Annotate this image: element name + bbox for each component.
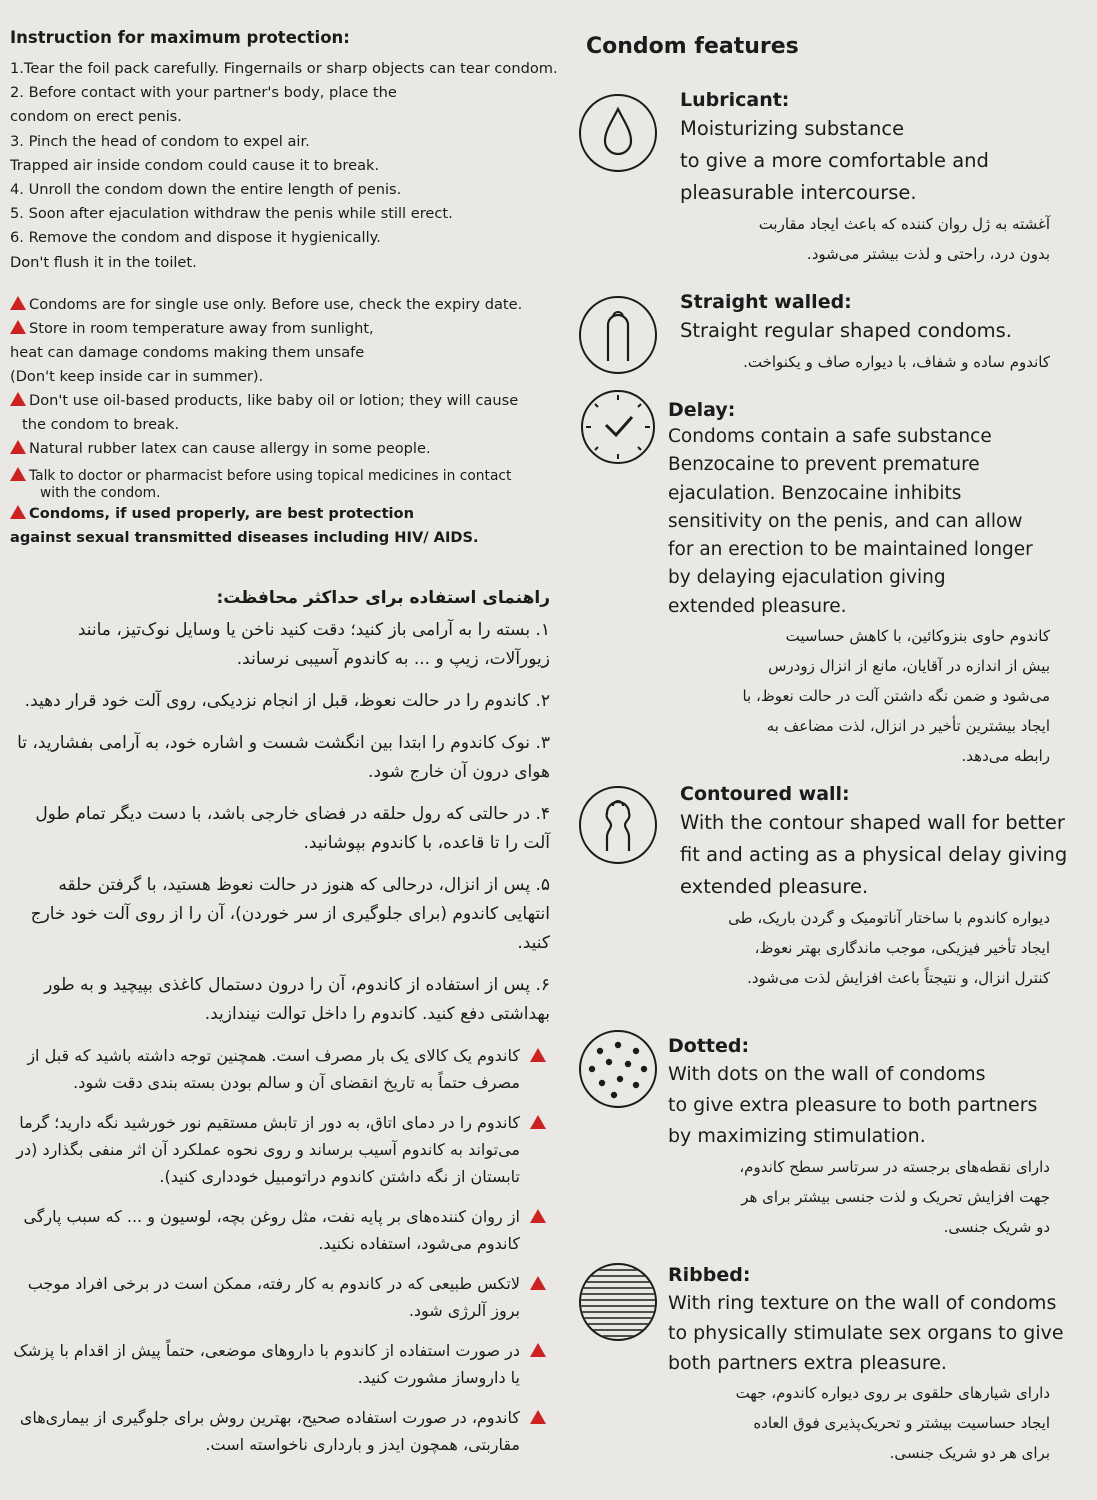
fa-warning-text: کاندوم یک کالای یک بار مصرف است. همچنین توجه داشته باشید که قبل از مصرف حتماً به تاریخ انقضای آن و سالم بودن بسته بندی دقت شود. bbox=[27, 1045, 520, 1092]
warning-text: Don't use oil-based products, like baby oil or lotion; they will cause bbox=[29, 391, 519, 409]
warning-text: Condoms, if used properly, are best protection bbox=[29, 504, 414, 522]
warning-line bbox=[10, 502, 550, 526]
feature-lubricant bbox=[570, 87, 1090, 269]
feature-fa: جهت افزایش تحریک و لذت جنسی بیشتر برای هر bbox=[741, 1188, 1050, 1207]
instruction-line: 6. Remove the condom and dispose it hygienically. bbox=[10, 229, 381, 247]
warning-text: Store in room temperature away from sunlight, bbox=[29, 319, 374, 337]
fa-step: ۶. پس از استفاده از کاندوم، آن را درون دستمال کاغذی بپیچید و به طور بهداشتی دفع کنید. کاندوم را داخل توالت نیندازید. bbox=[44, 974, 550, 1024]
fa-warning-text: کاندوم، در صورت استفاده صحیح، بهترین روش برای جلوگیری از بیماری‌های مقاربتی، همچون ایدز و بارداری ناخواسته است. bbox=[19, 1407, 520, 1454]
warning-text: the condom to break. bbox=[22, 415, 180, 433]
warnings-en bbox=[10, 293, 550, 550]
dots-icon bbox=[578, 1029, 658, 1109]
feature-delay bbox=[570, 397, 1090, 771]
instruction-line: 3. Pinch the head of condom to expel air. bbox=[10, 132, 310, 150]
feature-desc: Condoms contain a safe substance bbox=[668, 426, 992, 447]
warning-icon bbox=[530, 1115, 546, 1129]
feature-ribbed bbox=[570, 1262, 1090, 1468]
clock-icon bbox=[578, 387, 658, 467]
feature-desc: ejaculation. Benzocaine inhibits bbox=[668, 482, 962, 504]
feature-name: Ribbed: bbox=[668, 1264, 751, 1287]
warning-icon bbox=[10, 505, 26, 519]
feature-straight bbox=[570, 289, 1090, 377]
feature-fa: ایجاد حساسیت بیشتر و تحریک‌پذیری فوق العاده bbox=[753, 1414, 1050, 1433]
warning-text: (Don't keep inside car in summer). bbox=[10, 367, 264, 385]
feature-desc: to physically stimulate sex organs to give bbox=[668, 1322, 1064, 1345]
feature-fa: رابطه می‌دهد. bbox=[961, 747, 1050, 766]
warning-line bbox=[10, 317, 550, 341]
fa-warning bbox=[10, 1270, 550, 1324]
feature-desc: extended pleasure. bbox=[668, 595, 847, 617]
warning-icon bbox=[530, 1410, 546, 1424]
feature-desc: Moisturizing substance bbox=[680, 117, 905, 140]
feature-desc: With ring texture on the wall of condoms bbox=[668, 1292, 1057, 1315]
feature-name: Dotted: bbox=[668, 1035, 750, 1058]
feature-desc: With dots on the wall of condoms bbox=[668, 1063, 986, 1086]
instructions-title: Instruction for maximum protection: bbox=[10, 28, 350, 47]
fa-step: ۵. پس از انزال، درحالی که هنوز در حالت نعوظ هستید، با گرفتن حلقه انتهایی کاندوم (برای جلوگیری از سر خوردن)، آن را از روی آلت خود خارج کنید. bbox=[30, 874, 550, 953]
feature-fa: برای هر دو شریک جنسی. bbox=[889, 1444, 1050, 1463]
straight-condom-icon bbox=[578, 295, 658, 375]
feature-contoured bbox=[570, 781, 1090, 993]
feature-name: Lubricant: bbox=[680, 89, 790, 111]
warning-text: heat can damage condoms making them unsafe bbox=[10, 343, 365, 361]
feature-name: Contoured wall: bbox=[680, 783, 850, 806]
fa-warning-text: در صورت استفاده از کاندوم با داروهای موضعی، حتماً پیش از اقدام با پزشک یا داروساز مشورت کنید. bbox=[13, 1340, 520, 1387]
fa-warning-text: کاندوم را در دمای اتاق، به دور از تابش مستقیم نور خورشید نگه دارید؛ گرما می‌تواند به کاندوم آسیب برساند و روی نحوه عملکرد آن اثر منفی بگذارد (در تابستان از نگه داشتن کاندوم دراتومبیل خودداری کنید). bbox=[16, 1112, 520, 1186]
warning-line bbox=[10, 365, 550, 389]
warning-icon bbox=[10, 440, 26, 454]
warning-line bbox=[10, 467, 550, 485]
feature-fa: آغشته به ژل روان کننده که باعث ایجاد مقاربت bbox=[758, 215, 1050, 233]
feature-fa: دارای شیارهای حلقوی بر روی دیواره کاندوم، جهت bbox=[735, 1384, 1050, 1403]
feature-fa: بدون درد، راحتی و لذت بیشتر می‌شود. bbox=[806, 245, 1050, 263]
feature-desc: for an erection to be maintained longer bbox=[668, 539, 1033, 561]
feature-dotted bbox=[570, 1033, 1090, 1242]
instruction-line: 4. Unroll the condom down the entire length of penis. bbox=[10, 181, 402, 199]
warning-line bbox=[10, 341, 550, 365]
feature-fa: ایجاد تأخیر فیزیکی، موجب ماندگاری بهتر نعوظ، bbox=[754, 939, 1050, 958]
feature-name: Delay: bbox=[668, 399, 736, 421]
warning-line bbox=[10, 437, 550, 461]
feature-fa: دارای نقطه‌های برجسته در سرتاسر سطح کاندوم، bbox=[739, 1158, 1050, 1177]
instruction-line: 2. Before contact with your partner's body, place the bbox=[10, 84, 397, 102]
features-title: Condom features bbox=[586, 34, 799, 59]
warning-icon bbox=[530, 1343, 546, 1357]
feature-desc: sensitivity on the penis, and can allow bbox=[668, 510, 1023, 532]
instructions-fa-title: راهنمای استفاده برای حداکثر محافظت: bbox=[216, 587, 550, 608]
warning-text: with the condom. bbox=[40, 484, 161, 501]
feature-fa: کاندوم ساده و شفاف، با دیواره صاف و یکنواخت. bbox=[743, 353, 1050, 371]
fa-warning-text: لاتکس طبیعی که در کاندوم به کار رفته، ممکن است در برخی افراد موجب بروز آلرژی شود. bbox=[27, 1273, 520, 1320]
feature-desc: With the contour shaped wall for better bbox=[680, 811, 1065, 835]
warning-icon bbox=[10, 392, 26, 406]
drop-icon bbox=[578, 93, 658, 173]
warning-icon bbox=[10, 320, 26, 334]
warning-icon bbox=[10, 467, 26, 481]
feature-desc: by maximizing stimulation. bbox=[668, 1125, 926, 1148]
feature-fa: کنترل انزال، و نتیجتاً باعث افزایش لذت می‌شود. bbox=[747, 969, 1050, 988]
feature-fa: بیش از اندازه در آقایان، مانع از انزال زودرس bbox=[768, 657, 1050, 676]
warning-line bbox=[10, 413, 550, 437]
warning-text: Natural rubber latex can cause allergy in some people. bbox=[29, 439, 431, 457]
feature-desc: pleasurable intercourse. bbox=[680, 181, 917, 204]
instructions-list bbox=[10, 57, 558, 275]
feature-desc: Straight regular shaped condoms. bbox=[680, 319, 1012, 342]
feature-desc: fit and acting as a physical delay giving bbox=[680, 843, 1068, 867]
feature-desc: both partners extra pleasure. bbox=[668, 1352, 947, 1375]
fa-step: ۱. بسته را به آرامی باز کنید؛ دقت کنید ناخن یا وسایل نوک‌تیز، مانند زیورآلات، زیپ و ... به کاندوم آسیبی نرساند. bbox=[77, 619, 550, 669]
instructions-fa bbox=[10, 588, 550, 1458]
feature-desc: Benzocaine to prevent premature bbox=[668, 454, 980, 476]
warning-text: Condoms are for single use only. Before use, check the expiry date. bbox=[29, 295, 523, 313]
left-column bbox=[10, 28, 558, 1471]
warning-line bbox=[10, 526, 550, 550]
warning-icon bbox=[530, 1276, 546, 1290]
contoured-condom-icon bbox=[578, 785, 658, 865]
feature-name: Straight walled: bbox=[680, 291, 852, 313]
feature-fa: می‌شود و ضمن نگه داشتن آلت در حالت نعوظ، با bbox=[742, 687, 1050, 706]
warning-icon bbox=[530, 1048, 546, 1062]
feature-desc: to give extra pleasure to both partners bbox=[668, 1094, 1038, 1117]
instruction-line: condom on erect penis. bbox=[10, 108, 182, 126]
warning-text: against sexual transmitted diseases including HIV/ AIDS. bbox=[10, 528, 479, 546]
ribbed-icon bbox=[578, 1262, 658, 1342]
fa-warning bbox=[10, 1042, 550, 1096]
fa-step: ۲. کاندوم را در حالت نعوظ، قبل از انجام نزدیکی، روی آلت خود قرار دهید. bbox=[24, 690, 550, 711]
right-column bbox=[570, 30, 1090, 1468]
feature-fa: دیواره کاندوم با ساختار آناتومیک و گردن باریک، طی bbox=[728, 909, 1050, 928]
warning-line bbox=[10, 485, 550, 502]
feature-desc: extended pleasure. bbox=[680, 875, 869, 899]
fa-warning bbox=[10, 1109, 550, 1190]
fa-warning bbox=[10, 1404, 550, 1458]
instruction-line: 5. Soon after ejaculation withdraw the penis while still erect. bbox=[10, 205, 453, 223]
warning-icon bbox=[10, 296, 26, 310]
fa-warning bbox=[10, 1203, 550, 1257]
fa-warning bbox=[10, 1337, 550, 1391]
feature-desc: to give a more comfortable and bbox=[680, 149, 989, 172]
feature-desc: by delaying ejaculation giving bbox=[668, 567, 946, 589]
warning-line bbox=[10, 389, 550, 413]
warning-text: Talk to doctor or pharmacist before using topical medicines in contact bbox=[29, 467, 512, 484]
instruction-line: Don't flush it in the toilet. bbox=[10, 253, 197, 271]
instruction-line: Trapped air inside condom could cause it to break. bbox=[10, 156, 380, 174]
feature-fa: کاندوم حاوی بنزوکائین، با کاهش حساسیت bbox=[785, 627, 1050, 646]
fa-step: ۳. نوک کاندوم را ابتدا بین انگشت شست و اشاره خود، به آرامی بفشارید، تا هوای درون آن خارج شود. bbox=[17, 732, 550, 782]
feature-fa: دو شریک جنسی. bbox=[943, 1218, 1050, 1237]
feature-fa: ایجاد بیشترین تأخیر در انزال، لذت مضاعف به bbox=[766, 717, 1050, 736]
instruction-line: 1.Tear the foil pack carefully. Fingernails or sharp objects can tear condom. bbox=[10, 60, 558, 77]
warning-line bbox=[10, 293, 550, 317]
fa-warning-text: از روان کننده‌های بر پایه نفت، مثل روغن بچه، لوسیون و ... که سبب پارگی کاندوم می‌شود، استفاده نکنید. bbox=[23, 1206, 520, 1253]
warning-icon bbox=[530, 1209, 546, 1223]
fa-step: ۴. در حالتی که رول حلقه در فضای خارجی باشد، با دست دیگر تمام طول آلت را تا قاعده، با کاندوم بپوشانید. bbox=[35, 803, 550, 853]
